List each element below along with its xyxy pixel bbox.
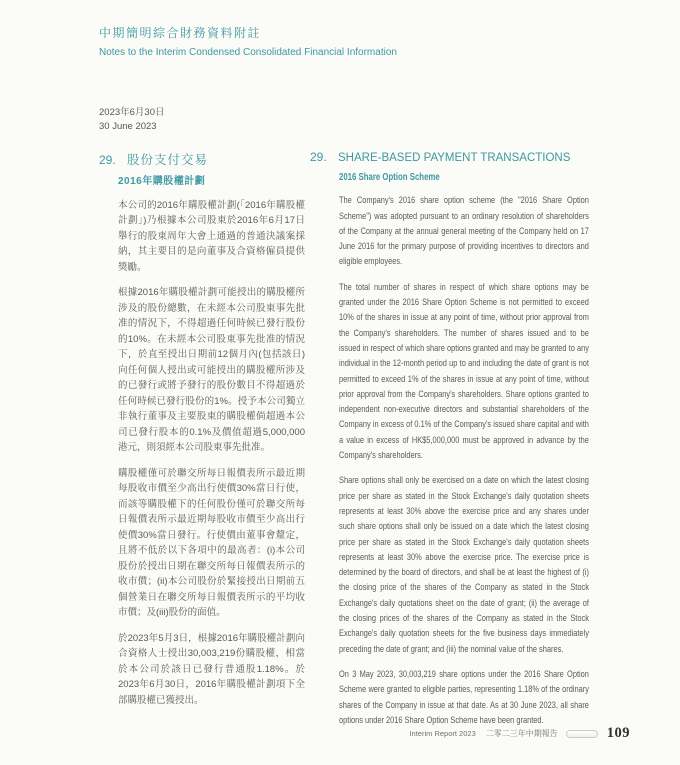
header-title-zh: 中期簡明綜合財務資料附註 [99,26,262,40]
section-body-en [339,170,588,728]
section-29 [99,150,588,738]
footer-report-title-zh: 二零二三年中期報告 [485,729,558,738]
date-en: 30 June 2023 [99,121,157,132]
date-zh: 2023年6月30日 [99,107,165,118]
paragraph-en-3: Share options shall only be exercised on a date on which the latest closing price per share as stated in the Stock Exchange's daily quotation sheets represents at least 30% above the exercise price and any shares under such share options shall only be issued on a date which the latest closing price per share as stated in the Stock Exchange's daily quotation sheets represents at least 30% above the exercise price. The exercise price is determined by the board of directors, and shall be at least the highest of (i) the closing price of the shares of the Company as stated in the Stock Exchange's daily quotations sheet on the date of grant; (ii) the average of the closing prices of the shares of the Company as stated in the Stock Exchange's daily quotation sheets for the five business days immediately preceding the date of grant; and (iii) the nominal value of the shares. [339,475,589,655]
section-body-zh [118,174,305,708]
section-number: 29. [99,153,116,167]
section-heading-row-zh [99,150,305,168]
paragraph-en-4: On 3 May 2023, 30,003,219 share options under the 2016 Share Option Scheme were granted to eligible parties, representing 1.18% of the ordinary shares of the Company in issue at that date. As at 30 June 2023, all share options under 2016 Share Option Scheme have been granted. [339,668,589,726]
subsection-heading-zh: 2016年購股權計劃 [118,176,206,187]
paragraph-zh-2: 根據2016年購股權計劃可能授出的購股權所涉及的股份總數，在未經本公司股東事先批准的情況下，不得超過任何時候已發行股份的10%。在未經本公司股東事先批准的情況下，於直至授出日期前12個月內(包括該日)向任何個人授出或可能授出的購股權所涉及的已發行或將予發行的股份數目不得超過於任何時候已發行股份的1%。授予本公司獨立非執行董事及主要股東的購股權倘超過本公司已發行股本的0.1%及價值超過5,000,000港元，則須經本公司股東事先批准。 [118,287,305,453]
capsule-decoration-icon [566,730,598,738]
page-number: 109 [606,725,630,741]
subsection-heading-en: 2016 Share Option Scheme [339,172,440,183]
section-heading-row-en [310,150,588,164]
page-header [99,25,397,60]
section-heading-zh: 股份支付交易 [127,153,209,167]
section-number: 29. [310,150,327,164]
footer-report-title-en: Interim Report 2023 [409,729,476,738]
report-date [99,106,164,134]
column-english [310,150,588,738]
paragraph-en-2: The total number of shares in respect of which share options may be granted under the 2016 Share Option Scheme is not permitted to exceed 10% of the shares in issue at any point of time, without prior approval from the Company's shareholders. The number of shares issued and to be issued in respect of which share options granted and may be granted to any individual in the 12-month period up to and including the date of grant is not permitted to exceed 1% of the shares in issue at any point of time, without prior approval from the Company's shareholders. Share options granted to independent non-executive directors and substantial shareholders of the Company in excess of 0.1% of the Company's issued share capital and with a value in excess of HK$5,000,000 must be approved in advance by the Company's shareholders. [339,281,589,462]
paragraph-zh-4: 於2023年5月3日，根據2016年購股權計劃向合資格人士授出30,003,219份購股權，相當於本公司於該日已發行普通股1.18%。於2023年6月30日，2016年購股權計劃項下全部購股權已獲授出。 [118,632,305,706]
column-chinese [99,150,305,738]
paragraph-zh-3: 購股權僅可於聯交所每日報價表所示最近期每股收市價至少高出行使價30%當日行使，而該等購股權下的任何股份僅可於聯交所每日報價表所示最近期每股收市價至少高出行使價30%當日發行。行使價由董事會釐定，且將不低於以下各項中的最高者：(i)本公司股份於授出日期在聯交所每日報價表所示的收市價；(ii)本公司股份於緊接授出日期前五個營業日在聯交所每日報價表所示的平均收市價；及(iii)股份的面值。 [118,467,305,618]
page-footer [409,725,630,742]
header-title-en: Notes to the Interim Condensed Consolidated Financial Information [99,47,397,58]
section-heading-en: SHARE-BASED PAYMENT TRANSACTIONS [338,152,571,164]
paragraph-zh-1: 本公司的2016年購股權計劃(「2016年購股權計劃」)乃根據本公司股東於2016年6月17日舉行的股東周年大會上通過的普通決議案採納，其主要目的是向董事及合資格僱員提供獎勵。 [118,199,305,273]
paragraph-en-1: The Company's 2016 share option scheme (the "2016 Share Option Scheme") was adopted pursuant to an ordinary resolution of shareholders of the Company at the annual general meeting of the Company held on 17 June 2016 for the primary purpose of providing incentives to directors and eligible employees. [339,195,589,268]
